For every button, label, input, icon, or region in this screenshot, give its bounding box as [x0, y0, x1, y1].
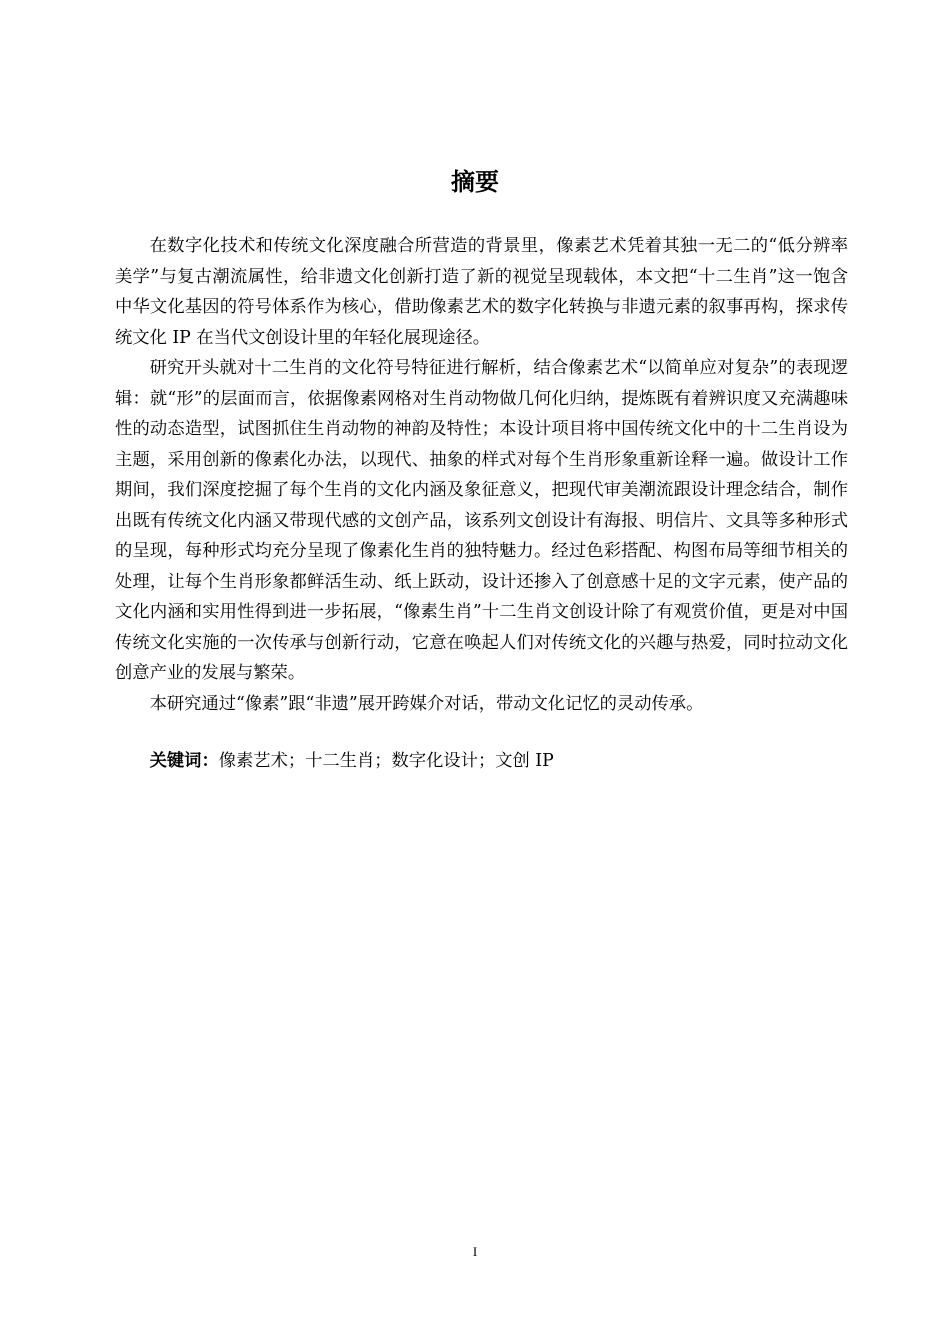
keywords-value: 像素艺术；十二生肖；数字化设计；文创 IP — [218, 751, 554, 771]
abstract-paragraph-2: 研究开头就对十二生肖的文化符号特征进行解析，结合像素艺术“以简单应对复杂”的表现逻辑：就“形”的层面而言，依据像素网格对生肖动物做几何化归纳，提炼既有着辨识度又充满趣味性的动态造型，试图抓住生肖动物的神韵及特性；本设计项目将中国传统文化中的十二生肖设为主题，采用创新的像素化办法，以现代、抽象的样式对每个生肖形象重新诠释一遍。做设计工作期间，我们深度挖掘了每个生肖的文化内涵及象征意义，把现代审美潮流跟设计理念结合，制作出既有传统文化内涵又带现代感的文创产品，该系列文创设计有海报、明信片、文具等多种形式的呈现，每种形式均充分呈现了像素化生肖的独特魅力。经过色彩搭配、构图布局等细节相关的处理，让每个生肖形象都鲜活生动、纸上跃动，设计还掺入了创意感十足的文字元素，使产品的文化内涵和实用性得到进一步拓展，“像素生肖”十二生肖文创设计除了有观赏价值，更是对中国传统文化实施的一次传承与创新行动，它意在唤起人们对传统文化的兴趣与热爱，同时拉动文化创意产业的发展与繁荣。 — [115, 358, 848, 683]
abstract-paragraph-1: 在数字化技术和传统文化深度融合所营造的背景里，像素艺术凭着其独一无二的“低分辨率美学”与复古潮流属性，给非遗文化创新打造了新的视觉呈现载体，本文把“十二生肖”这一饱含中华文化基因的符号体系作为核心，借助像素艺术的数字化转换与非遗元素的叙事再构，探求传统文化 IP 在当代文创设计里的年轻化展现途径。 — [115, 236, 848, 348]
abstract-paragraph-3: 本研究通过“像素”跟“非遗”展开跨媒介对话，带动文化记忆的灵动传承。 — [149, 693, 704, 714]
abstract-body — [115, 231, 848, 777]
page-number: I — [472, 1244, 478, 1259]
keywords-line — [115, 746, 848, 777]
page-title: 摘要 — [451, 168, 499, 196]
keywords-label: 关键词： — [149, 751, 219, 771]
